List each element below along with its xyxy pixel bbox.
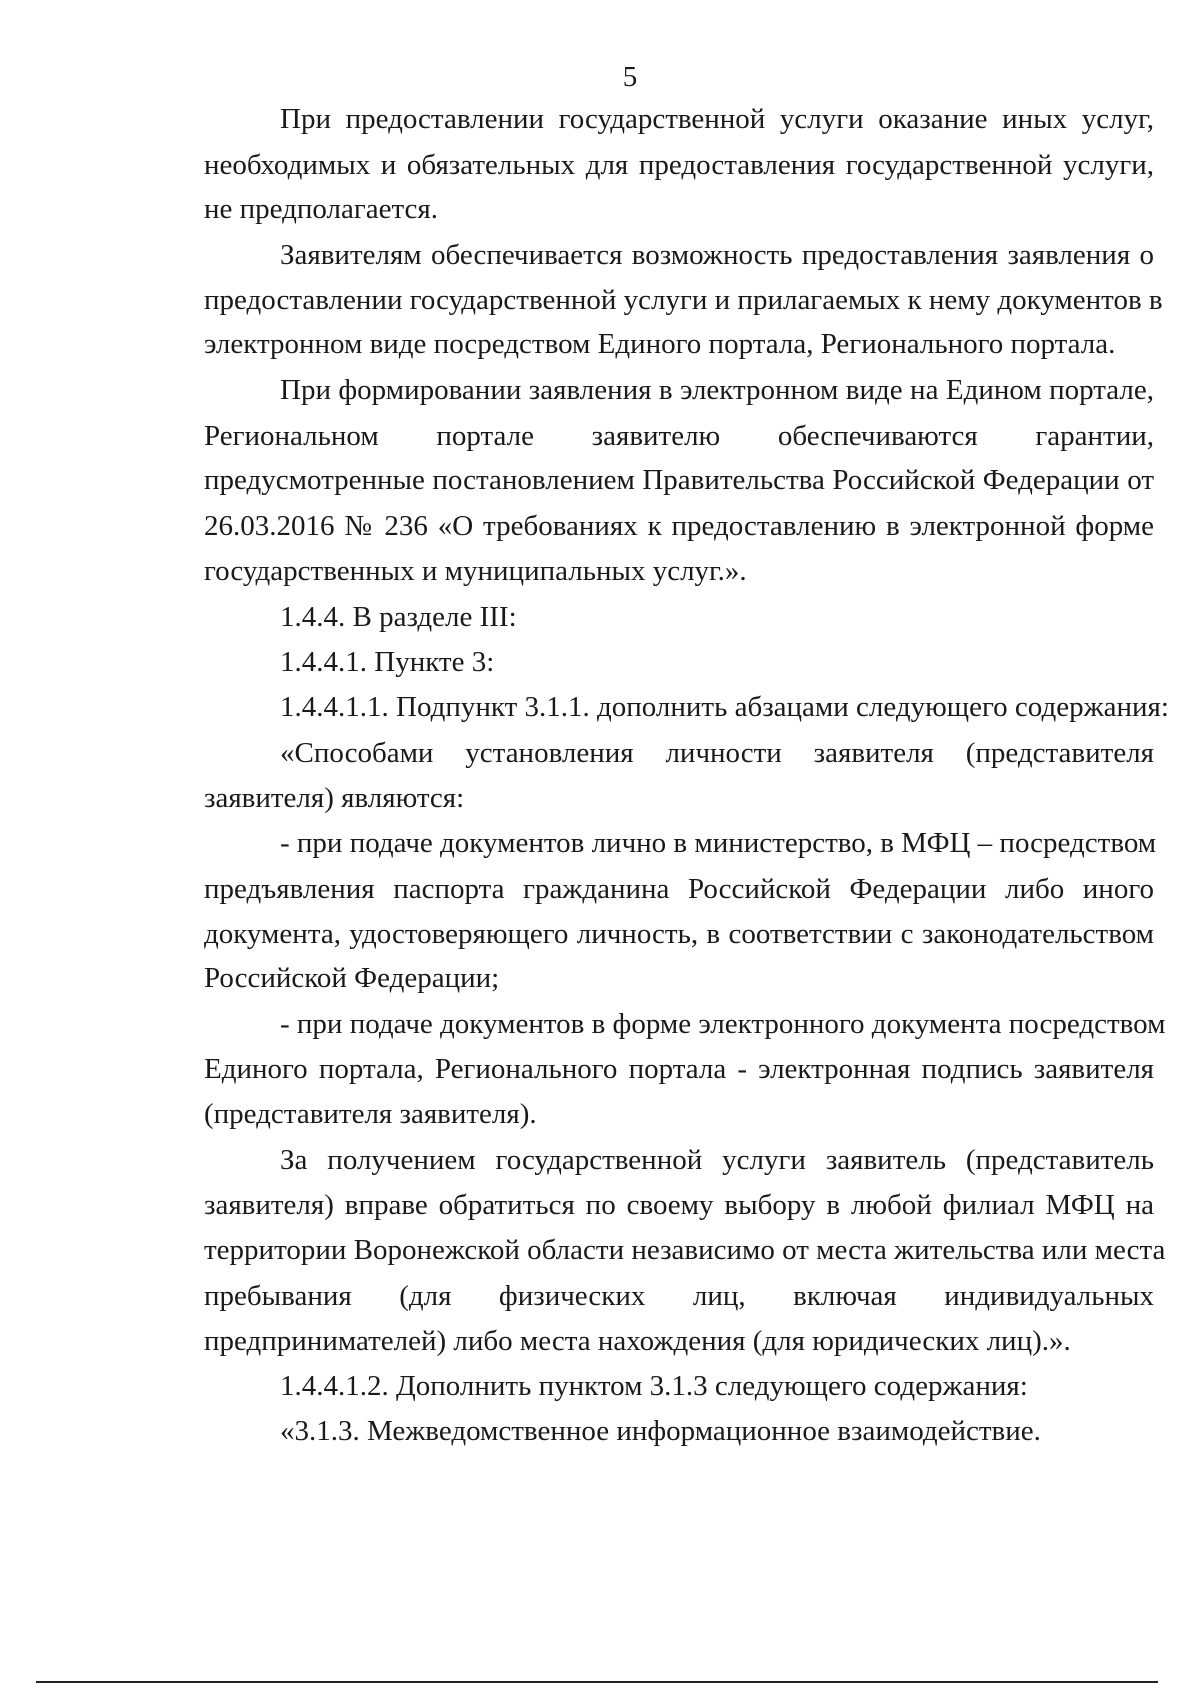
text-line: заявителя) являются: (204, 782, 465, 814)
text-line: «Способами установления личности заявителя (представителя (280, 737, 1154, 769)
text-line: необходимых и обязательных для предоставления государственной услуги, (204, 149, 1154, 181)
text-line: (представителя заявителя). (204, 1098, 537, 1130)
text-line: электронном виде посредством Единого портала, Регионального портала. (204, 328, 1116, 360)
text-line: 1.4.4. В разделе III: (280, 601, 517, 633)
text-line: Заявителям обеспечивается возможность предоставления заявления о (280, 239, 1154, 271)
text-line: 1.4.4.1.1. Подпункт 3.1.1. дополнить абзацами следующего содержания: (280, 691, 1169, 723)
text-line: - при подаче документов лично в министерство, в МФЦ – посредством (280, 827, 1157, 859)
text-line: не предполагается. (204, 193, 439, 225)
text-line: «3.1.3. Межведомственное информационное взаимодействие. (280, 1415, 1041, 1447)
text-line: документа, удостоверяющего личность, в соответствии с законодательством (204, 918, 1154, 950)
text-line: Единого портала, Регионального портала - электронная подпись заявителя (204, 1053, 1154, 1085)
text-line: При формировании заявления в электронном виде на Едином портале, (280, 374, 1154, 406)
bottom-divider (36, 1681, 1158, 1683)
text-line: заявителя) вправе обратиться по своему выбору в любой филиал МФЦ на (204, 1189, 1154, 1221)
text-line: предусмотренные постановлением Правительства Российской Федерации от (204, 464, 1154, 496)
text-line: 1.4.4.1. Пункте 3: (280, 646, 495, 678)
text-line: Региональном портале заявителю обеспечиваются гарантии, (204, 420, 1154, 452)
text-line: 1.4.4.1.2. Дополнить пунктом 3.1.3 следующего содержания: (280, 1370, 1028, 1402)
text-line: За получением государственной услуги заявитель (представитель (280, 1144, 1154, 1176)
text-line: Российской Федерации; (204, 962, 500, 994)
text-line: 26.03.2016 № 236 «О требованиях к предоставлению в электронной форме (204, 510, 1154, 542)
text-line: предъявления паспорта гражданина Российской Федерации либо иного (204, 873, 1154, 905)
text-line: При предоставлении государственной услуги оказание иных услуг, (280, 103, 1154, 135)
text-line: предоставлении государственной услуги и прилагаемых к нему документов в (204, 284, 1163, 316)
text-line: пребывания (для физических лиц, включая индивидуальных (204, 1280, 1154, 1312)
text-line: государственных и муниципальных услуг.». (204, 555, 747, 587)
text-line: территории Воронежской области независимо от места жительства или места (204, 1234, 1166, 1266)
text-line: - при подаче документов в форме электронного документа посредством (280, 1008, 1166, 1040)
text-line: предпринимателей) либо места нахождения (для юридических лиц).». (204, 1325, 1071, 1357)
page-number: 5 (622, 61, 638, 93)
